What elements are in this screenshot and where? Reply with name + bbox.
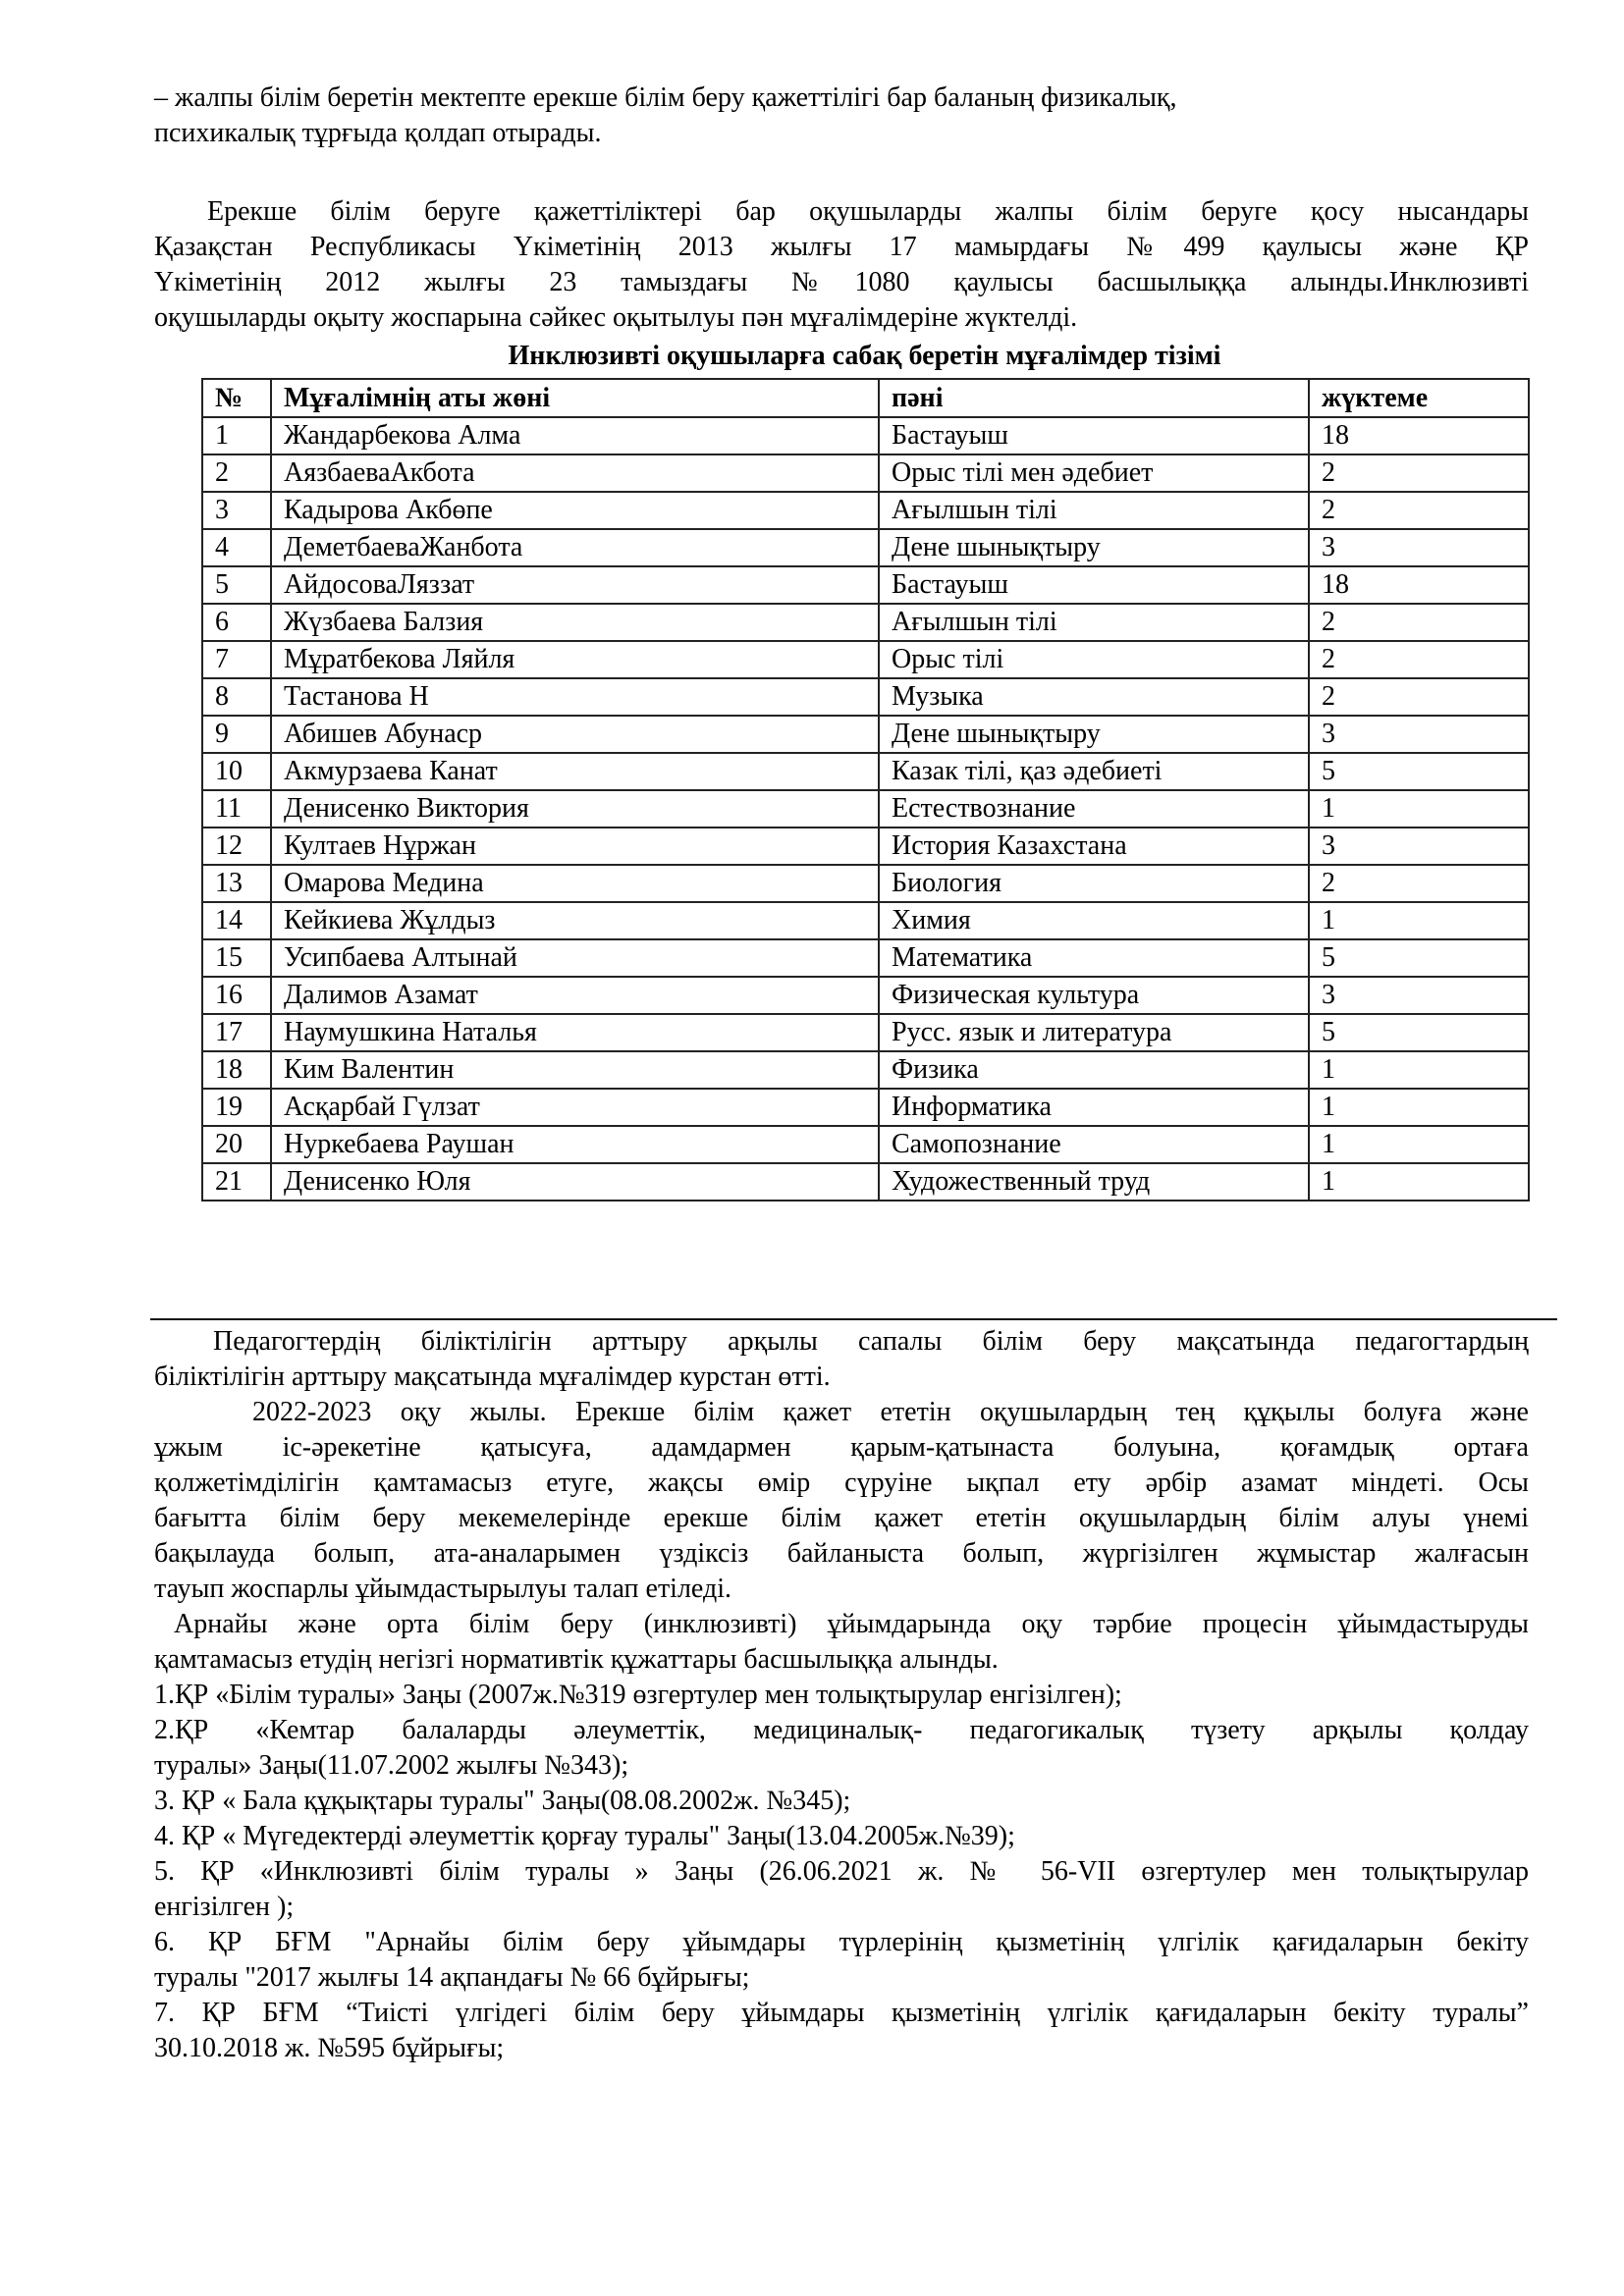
cell-subject: Самопознание <box>879 1126 1309 1163</box>
cell-subject: Казак тілі, қаз әдебиеті <box>879 753 1309 790</box>
table-row <box>202 1051 1529 1089</box>
cell-subject: Бастауыш <box>879 417 1309 454</box>
text-line: 6. ҚР БҒМ "Арнайы білім беру ұйымдары түрлерінің қызметінің үлгілік қағидаларын бекіту <box>154 1927 1529 1957</box>
cell-teacher-name: Жандарбекова Алма <box>271 417 879 454</box>
cell-workload: 2 <box>1309 678 1529 716</box>
text-line: психикалық тұрғыда қолдап отырады. <box>154 118 602 148</box>
header-subject: пәні <box>879 379 1309 417</box>
table-row <box>202 678 1529 716</box>
cell-workload: 1 <box>1309 790 1529 828</box>
cell-workload: 2 <box>1309 454 1529 492</box>
table-row <box>202 1089 1529 1126</box>
cell-teacher-name: Кадырова Акбөпе <box>271 492 879 529</box>
table-row <box>202 939 1529 977</box>
cell-teacher-name: Усипбаева Алтынай <box>271 939 879 977</box>
intro-paragraph <box>154 80 1529 151</box>
cell-teacher-name: АйдосоваЛяззат <box>271 566 879 604</box>
teachers-table-body <box>202 417 1529 1201</box>
cell-teacher-name: Денисенко Виктория <box>271 790 879 828</box>
cell-teacher-name: ДеметбаеваЖанбота <box>271 529 879 566</box>
cell-number: 16 <box>202 977 271 1014</box>
cell-teacher-name: Нуркебаева Раушан <box>271 1126 879 1163</box>
text-line: Педагогтердің біліктілігін арттыру арқылы сапалы білім беру мақсатында педагогтардың <box>213 1326 1529 1357</box>
cell-number: 2 <box>202 454 271 492</box>
cell-subject: Дене шынықтыру <box>879 716 1309 753</box>
cell-number: 4 <box>202 529 271 566</box>
text-line: тауып жоспарлы ұйымдастырылуы талап етіледі. <box>154 1574 732 1604</box>
cell-workload: 2 <box>1309 865 1529 902</box>
cell-workload: 1 <box>1309 1126 1529 1163</box>
cell-teacher-name: Жүзбаева Балзия <box>271 604 879 641</box>
teachers-table <box>201 378 1530 1201</box>
cell-number: 1 <box>202 417 271 454</box>
cell-workload: 18 <box>1309 417 1529 454</box>
text-line: Қазақстан Республикасы Үкіметінің 2013 жылғы 17 мамырдағы №499 қаулысы және ҚР <box>154 232 1529 262</box>
cell-workload: 2 <box>1309 641 1529 678</box>
table-row <box>202 417 1529 454</box>
cell-workload: 5 <box>1309 939 1529 977</box>
cell-workload: 1 <box>1309 902 1529 939</box>
table-row <box>202 1163 1529 1201</box>
table-row <box>202 529 1529 566</box>
cell-subject: Дене шынықтыру <box>879 529 1309 566</box>
cell-number: 9 <box>202 716 271 753</box>
cell-subject: Художественный труд <box>879 1163 1309 1201</box>
cell-teacher-name: Акмурзаева Канат <box>271 753 879 790</box>
table-row <box>202 454 1529 492</box>
table-row <box>202 977 1529 1014</box>
cell-number: 17 <box>202 1014 271 1051</box>
text-line: туралы "2017 жылғы 14 ақпандағы № 66 бұйрығы; <box>154 1962 750 1993</box>
text-line: Ерекше білім беруге қажеттіліктері бар оқушыларды жалпы білім беруге қосу нысандары <box>207 196 1529 227</box>
cell-teacher-name: АязбаеваАкбота <box>271 454 879 492</box>
cell-subject: Орыс тілі мен әдебиет <box>879 454 1309 492</box>
cell-subject: Биология <box>879 865 1309 902</box>
cell-workload: 2 <box>1309 492 1529 529</box>
text-line: 3. ҚР « Бала құқықтары туралы" Заңы(08.08.2002ж. №345); <box>154 1786 851 1816</box>
table-row <box>202 641 1529 678</box>
text-line: біліктілігін арттыру мақсатында мұғалімдер курстан өтті. <box>154 1362 831 1392</box>
cell-workload: 3 <box>1309 828 1529 865</box>
table-title: Инклюзивті оқушыларға сабақ беретін мұғалімдер тізімі <box>508 341 1221 371</box>
table-row <box>202 492 1529 529</box>
cell-number: 5 <box>202 566 271 604</box>
cell-number: 19 <box>202 1089 271 1126</box>
cell-number: 18 <box>202 1051 271 1089</box>
text-line: 1.ҚР «Білім туралы» Заңы (2007ж.№319 өзгертулер мен толықтырулар енгізілген); <box>154 1680 1122 1710</box>
table-header-row <box>202 379 1529 417</box>
cell-number: 6 <box>202 604 271 641</box>
cell-subject: Музыка <box>879 678 1309 716</box>
cell-number: 14 <box>202 902 271 939</box>
text-line: оқушыларды оқыту жоспарына сәйкес оқытылуы пән мұғалімдеріне жүктелді. <box>154 302 1078 333</box>
cell-workload: 18 <box>1309 566 1529 604</box>
cell-subject: Информатика <box>879 1089 1309 1126</box>
cell-number: 21 <box>202 1163 271 1201</box>
table-row <box>202 753 1529 790</box>
cell-workload: 3 <box>1309 977 1529 1014</box>
cell-workload: 2 <box>1309 604 1529 641</box>
cell-number: 20 <box>202 1126 271 1163</box>
cell-workload: 1 <box>1309 1051 1529 1089</box>
cell-workload: 1 <box>1309 1163 1529 1201</box>
text-line: бақылауда болып, ата-аналарымен үздіксіз байланыста болып, жүргізілген жұмыстар жалғасын <box>154 1538 1529 1569</box>
text-line: ұжым іс-әрекетіне қатысуға, адамдармен қарым-қатынаста болуына, қоғамдық ортаға <box>154 1432 1529 1463</box>
table-row <box>202 865 1529 902</box>
horizontal-rule <box>150 1318 1557 1320</box>
text-line: енгізілген ); <box>154 1892 295 1922</box>
qualification-and-regulations-section <box>154 1324 1529 2066</box>
cell-subject: Русс. язык и литература <box>879 1014 1309 1051</box>
cell-number: 7 <box>202 641 271 678</box>
cell-number: 10 <box>202 753 271 790</box>
text-line: Арнайы және орта білім беру (инклюзивті) ұйымдарында оқу тәрбие процесін ұйымдастыруды <box>174 1609 1529 1639</box>
cell-teacher-name: Тастанова Н <box>271 678 879 716</box>
text-line: 30.10.2018 ж. №595 бұйрығы; <box>154 2033 505 2063</box>
cell-teacher-name: Мұратбекова Ляйля <box>271 641 879 678</box>
header-teacher-name: Мұғалімнің аты жөні <box>271 379 879 417</box>
table-row <box>202 716 1529 753</box>
text-line: бағытта білім беру мекемелерінде ерекше білім қажет ететін оқушылардың білім алуы үнемі <box>154 1503 1529 1533</box>
cell-subject: Бастауыш <box>879 566 1309 604</box>
cell-workload: 3 <box>1309 529 1529 566</box>
inclusion-regulation-paragraph <box>154 194 1529 336</box>
text-line: қамтамасыз етудің негізгі нормативтік құжаттары басшылыққа алынды. <box>154 1644 999 1675</box>
text-line: 2022-2023 оқу жылы. Ерекше білім қажет ететін оқушылардың тең құқылы болуға және <box>252 1397 1529 1427</box>
cell-teacher-name: Кейкиева Жұлдыз <box>271 902 879 939</box>
text-line: 4. ҚР « Мүгедектерді әлеуметтік қорғау туралы" Заңы(13.04.2005ж.№39); <box>154 1821 1015 1851</box>
cell-workload: 1 <box>1309 1089 1529 1126</box>
cell-workload: 5 <box>1309 1014 1529 1051</box>
table-row <box>202 902 1529 939</box>
text-line: 2.ҚР «Кемтар балаларды әлеуметтік, медициналық- педагогикалық түзету арқылы қолдау <box>154 1715 1529 1745</box>
header-number: № <box>202 379 271 417</box>
cell-teacher-name: Далимов Азамат <box>271 977 879 1014</box>
table-row <box>202 566 1529 604</box>
cell-number: 15 <box>202 939 271 977</box>
cell-teacher-name: Абишев Абунаср <box>271 716 879 753</box>
text-line: 5. ҚР «Инклюзивті білім туралы » Заңы (26.06.2021 ж. № 56-VII өзгертулер мен толықтырулар <box>154 1856 1529 1887</box>
cell-subject: Физика <box>879 1051 1309 1089</box>
cell-subject: Естествознание <box>879 790 1309 828</box>
text-line: Үкіметінің 2012 жылғы 23 тамыздағы №1080 қаулысы басшылыққа алынды.Инклюзивті <box>154 267 1529 297</box>
cell-subject: Ағылшын тілі <box>879 492 1309 529</box>
text-line: туралы» Заңы(11.07.2002 жылғы №343); <box>154 1750 629 1781</box>
cell-subject: Математика <box>879 939 1309 977</box>
cell-teacher-name: Наумушкина Наталья <box>271 1014 879 1051</box>
table-row <box>202 1014 1529 1051</box>
text-line: – жалпы білім беретін мектепте ерекше білім беру қажеттілігі бар баланың физикалық, <box>154 82 1177 113</box>
table-row <box>202 604 1529 641</box>
table-row <box>202 790 1529 828</box>
text-line: 7. ҚР БҒМ “Тиісті үлгідегі білім беру ұйымдары қызметінің үлгілік қағидаларын бекіту туралы” <box>154 1998 1529 2028</box>
cell-number: 11 <box>202 790 271 828</box>
table-row <box>202 1126 1529 1163</box>
text-line: қолжетімділігін қамтамасыз етуге, жақсы өмір сүруіне ықпал ету әрбір азамат міндеті. Осы <box>154 1468 1529 1498</box>
cell-teacher-name: Денисенко Юля <box>271 1163 879 1201</box>
cell-subject: Химия <box>879 902 1309 939</box>
cell-subject: Орыс тілі <box>879 641 1309 678</box>
table-row <box>202 828 1529 865</box>
cell-teacher-name: Ким Валентин <box>271 1051 879 1089</box>
cell-number: 3 <box>202 492 271 529</box>
header-workload: жүктеме <box>1309 379 1529 417</box>
cell-subject: История Казахстана <box>879 828 1309 865</box>
cell-teacher-name: Омарова Медина <box>271 865 879 902</box>
cell-workload: 3 <box>1309 716 1529 753</box>
cell-teacher-name: Асқарбай Гүлзат <box>271 1089 879 1126</box>
cell-subject: Физическая культура <box>879 977 1309 1014</box>
cell-subject: Ағылшын тілі <box>879 604 1309 641</box>
cell-number: 12 <box>202 828 271 865</box>
cell-number: 13 <box>202 865 271 902</box>
cell-workload: 5 <box>1309 753 1529 790</box>
cell-teacher-name: Култаев Нұржан <box>271 828 879 865</box>
cell-number: 8 <box>202 678 271 716</box>
